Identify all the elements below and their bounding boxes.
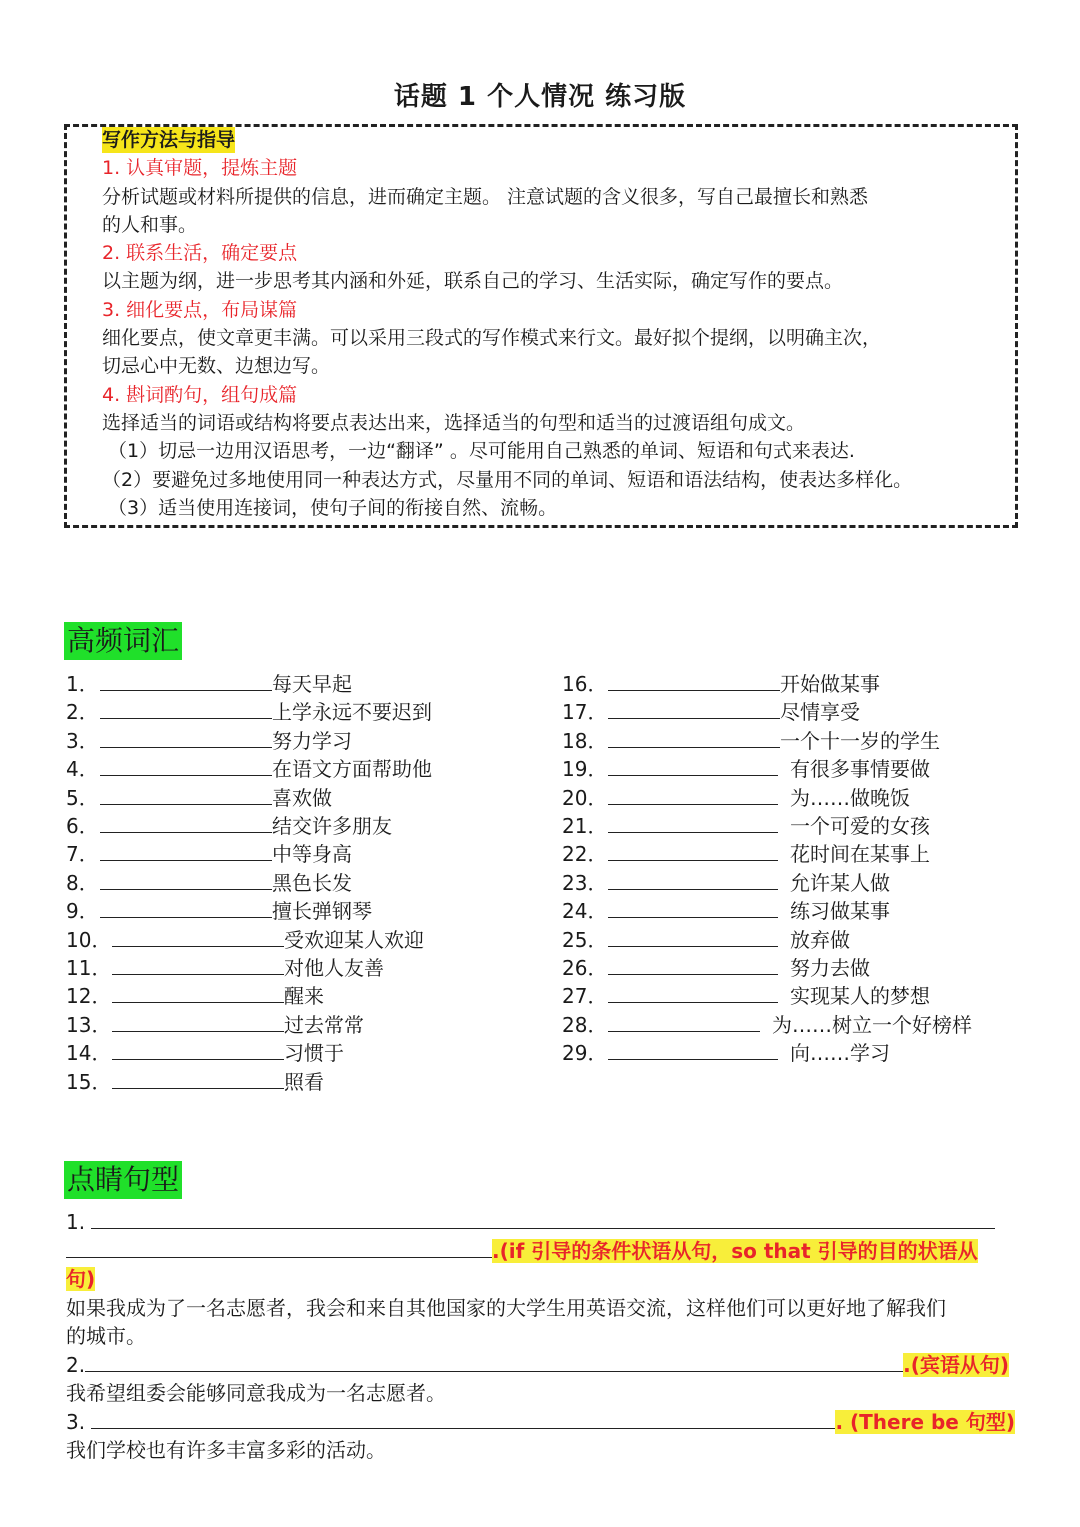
answer-blank[interactable] [608, 729, 780, 748]
vocab-item [562, 840, 972, 868]
vocab-meaning: 一个可爱的女孩 [790, 814, 930, 839]
vocab-meaning: 开始做某事 [780, 672, 880, 696]
sentence-item [66, 1237, 1016, 1266]
vocab-item [562, 897, 972, 925]
vocab-number: 28． [562, 1012, 608, 1037]
answer-blank[interactable] [100, 814, 272, 833]
sentence-chinese: 我们学校也有许多丰富多彩的活动。 [66, 1438, 386, 1462]
answer-blank[interactable] [100, 700, 272, 719]
vocab-item [66, 755, 432, 783]
grammar-hint: . (There be 句型) [835, 1409, 1015, 1434]
vocab-item [66, 670, 432, 698]
guide-step-text: 选择适当的词语或结构将要点表达出来，选择适当的句型和适当的过渡语组句成文。 [102, 411, 806, 434]
vocab-meaning: 黑色长发 [272, 870, 352, 895]
vocab-item [66, 784, 432, 812]
vocab-number: 5． [66, 785, 99, 810]
vocab-meaning: 一个十一岁的学生 [780, 728, 940, 753]
answer-blank[interactable] [100, 757, 272, 776]
vocab-number: 3． [66, 728, 99, 753]
answer-blank[interactable] [112, 1013, 284, 1032]
vocab-item [562, 727, 972, 755]
vocab-meaning: 对他人友善 [284, 956, 384, 981]
vocab-item [66, 897, 432, 925]
vocab-item [66, 1039, 432, 1067]
vocab-number: 8． [66, 870, 99, 895]
vocab-meaning: 醒来 [284, 984, 324, 1009]
answer-blank[interactable] [608, 899, 778, 918]
answer-blank[interactable] [100, 871, 272, 890]
vocab-number: 1． [66, 672, 99, 696]
vocab-list-right [562, 670, 972, 1068]
answer-blank[interactable] [608, 814, 778, 833]
guide-step-text: 的人和事。 [102, 213, 198, 236]
guide-step-title: 2. 联系生活，确定要点 [102, 242, 298, 265]
vocab-number: 17． [562, 700, 608, 725]
answer-blank[interactable] [112, 1070, 284, 1089]
answer-blank[interactable] [608, 1013, 760, 1032]
vocab-number: 26． [562, 956, 608, 981]
vocab-item [562, 784, 972, 812]
answer-blank[interactable] [112, 984, 284, 1003]
vocab-number: 18． [562, 728, 608, 753]
vocab-meaning: 在语文方面帮助他 [272, 757, 432, 782]
answer-blank[interactable] [608, 700, 780, 719]
answer-blank[interactable] [608, 871, 778, 890]
answer-blank[interactable] [608, 1041, 778, 1060]
vocab-item [66, 698, 432, 726]
guide-step-text: 分析试题或材料所提供的信息，进而确定主题。 注意试题的含义很多，写自己最擅长和熟悉 [102, 185, 869, 208]
vocab-meaning: 练习做某事 [790, 899, 890, 924]
sentence-patterns [66, 1208, 1016, 1465]
vocab-meaning: 上学永远不要迟到 [272, 700, 432, 725]
vocab-meaning: 中等身高 [272, 842, 352, 867]
vocab-meaning: 结交许多朋友 [272, 814, 392, 839]
sentence-item [66, 1208, 1016, 1237]
vocab-number: 22． [562, 842, 608, 867]
vocab-item [562, 982, 972, 1010]
guide-step-title: 4. 斟词酌句，组句成篇 [102, 383, 298, 406]
answer-line[interactable] [91, 1408, 835, 1429]
vocab-number: 20． [562, 785, 608, 810]
vocab-meaning: 每天早起 [272, 672, 352, 696]
guide-step-text: 以主题为纲，进一步思考其内涵和外延，联系自己的学习、生活实际，确定写作的要点。 [102, 270, 844, 293]
vocab-meaning: 习惯于 [284, 1041, 344, 1066]
vocab-number: 2． [66, 700, 99, 725]
vocab-number: 16． [562, 672, 608, 696]
answer-blank[interactable] [100, 842, 272, 861]
answer-line[interactable] [91, 1208, 995, 1229]
vocab-item [562, 869, 972, 897]
grammar-hint: .(if 引导的条件状语从句，so that 引导的目的状语从 [492, 1238, 978, 1263]
vocab-number: 21． [562, 814, 608, 839]
vocab-meaning: 为……做晚饭 [790, 785, 910, 810]
vocab-list-left [66, 670, 432, 1096]
vocab-meaning: 喜欢做 [272, 785, 332, 810]
sentence-number: 3. [66, 1409, 86, 1434]
vocab-number: 6． [66, 814, 99, 839]
answer-blank[interactable] [608, 956, 778, 975]
vocab-number: 11． [66, 956, 112, 981]
vocab-item [66, 869, 432, 897]
answer-line[interactable] [66, 1237, 492, 1258]
guide-step-title: 1. 认真审题，提炼主题 [102, 157, 298, 180]
answer-blank[interactable] [112, 928, 284, 947]
vocab-item [66, 727, 432, 755]
guide-note: （2）要避免过多地使用同一种表达方式，尽量用不同的单词、短语和语法结构，使表达多样化。 [102, 468, 913, 491]
answer-blank[interactable] [112, 956, 284, 975]
sentence-number: 1. [66, 1210, 86, 1234]
vocab-item [66, 926, 432, 954]
answer-blank[interactable] [100, 899, 272, 918]
answer-blank[interactable] [608, 672, 780, 691]
vocab-heading: 高频词汇 [64, 622, 182, 660]
vocab-item [562, 698, 972, 726]
vocab-number: 4． [66, 757, 99, 782]
vocab-item [66, 1068, 432, 1096]
guide-note: （1）切忌一边用汉语思考，一边“翻译” 。尽可能用自己熟悉的单词、短语和句式来表达. [108, 440, 855, 463]
page-title: 话题 1 个人情况 练习版 [393, 82, 687, 112]
vocab-number: 24． [562, 899, 608, 924]
sentence-chinese: 的城市。 [66, 1324, 146, 1348]
answer-line[interactable] [85, 1351, 903, 1372]
vocab-number: 12． [66, 984, 112, 1009]
vocab-meaning: 受欢迎某人欢迎 [284, 927, 424, 952]
vocab-item [562, 954, 972, 982]
answer-blank[interactable] [100, 672, 272, 691]
vocab-item [562, 812, 972, 840]
vocab-meaning: 努力学习 [272, 728, 352, 753]
vocab-meaning: 花时间在某事上 [790, 842, 930, 867]
vocab-number: 7． [66, 842, 99, 867]
vocab-meaning: 努力去做 [790, 956, 870, 981]
answer-blank[interactable] [608, 842, 778, 861]
answer-blank[interactable] [100, 729, 272, 748]
grammar-hint: 句) [66, 1267, 96, 1291]
vocab-meaning: 实现某人的梦想 [790, 984, 930, 1009]
vocab-meaning: 为……树立一个好榜样 [772, 1012, 972, 1037]
vocab-number: 10． [66, 927, 112, 952]
vocab-item [66, 954, 432, 982]
vocab-number: 25． [562, 927, 608, 952]
vocab-item [66, 812, 432, 840]
vocab-number: 23． [562, 870, 608, 895]
sentence-number: 2. [66, 1352, 86, 1377]
vocab-meaning: 允许某人做 [790, 870, 890, 895]
vocab-item [562, 926, 972, 954]
vocab-number: 13． [66, 1012, 112, 1037]
answer-blank[interactable] [608, 757, 778, 776]
vocab-meaning: 有很多事情要做 [790, 757, 930, 782]
vocab-item [66, 982, 432, 1010]
vocab-item [66, 840, 432, 868]
vocab-meaning: 照看 [284, 1069, 324, 1094]
answer-blank[interactable] [100, 786, 272, 805]
vocab-meaning: 擅长弹钢琴 [272, 899, 372, 924]
vocab-number: 29． [562, 1041, 608, 1066]
guide-step-text: 细化要点，使文章更丰满。可以采用三段式的写作模式来行文。最好拟个提纲，以明确主次， [102, 327, 882, 350]
answer-blank[interactable] [608, 984, 778, 1003]
vocab-meaning: 放弃做 [790, 927, 850, 952]
vocab-number: 15． [66, 1069, 112, 1094]
sentence-item [66, 1351, 1016, 1380]
guide-step-title: 3. 细化要点，布局谋篇 [102, 298, 298, 321]
sentences-heading: 点睛句型 [64, 1161, 182, 1199]
vocab-number: 27． [562, 984, 608, 1009]
sentence-item [66, 1408, 1016, 1437]
vocab-number: 9． [66, 899, 99, 924]
vocab-item [562, 670, 972, 698]
vocab-item [66, 1011, 432, 1039]
sentence-item [66, 1265, 1016, 1294]
answer-blank[interactable] [112, 1041, 284, 1060]
writing-guide [102, 126, 1002, 522]
sentence-chinese: 我希望组委会能够同意我成为一名志愿者。 [66, 1381, 446, 1405]
vocab-item [562, 1011, 972, 1039]
guide-step-text: 切忌心中无数、边想边写。 [102, 355, 331, 378]
vocab-meaning: 尽情享受 [780, 700, 860, 725]
vocab-item [562, 1039, 972, 1067]
vocab-number: 19． [562, 757, 608, 782]
answer-blank[interactable] [608, 928, 778, 947]
grammar-hint: .(宾语从句) [903, 1352, 1009, 1377]
vocab-item [562, 755, 972, 783]
vocab-number: 14． [66, 1041, 112, 1066]
guide-heading: 写作方法与指导 [102, 129, 236, 151]
vocab-meaning: 过去常常 [284, 1012, 364, 1037]
vocab-meaning: 向……学习 [790, 1041, 890, 1066]
sentence-chinese: 如果我成为了一名志愿者，我会和来自其他国家的大学生用英语交流，这样他们可以更好地了解我们 [66, 1295, 946, 1320]
guide-note: （3）适当使用连接词，使句子间的衔接自然、流畅。 [108, 496, 558, 519]
answer-blank[interactable] [608, 786, 778, 805]
